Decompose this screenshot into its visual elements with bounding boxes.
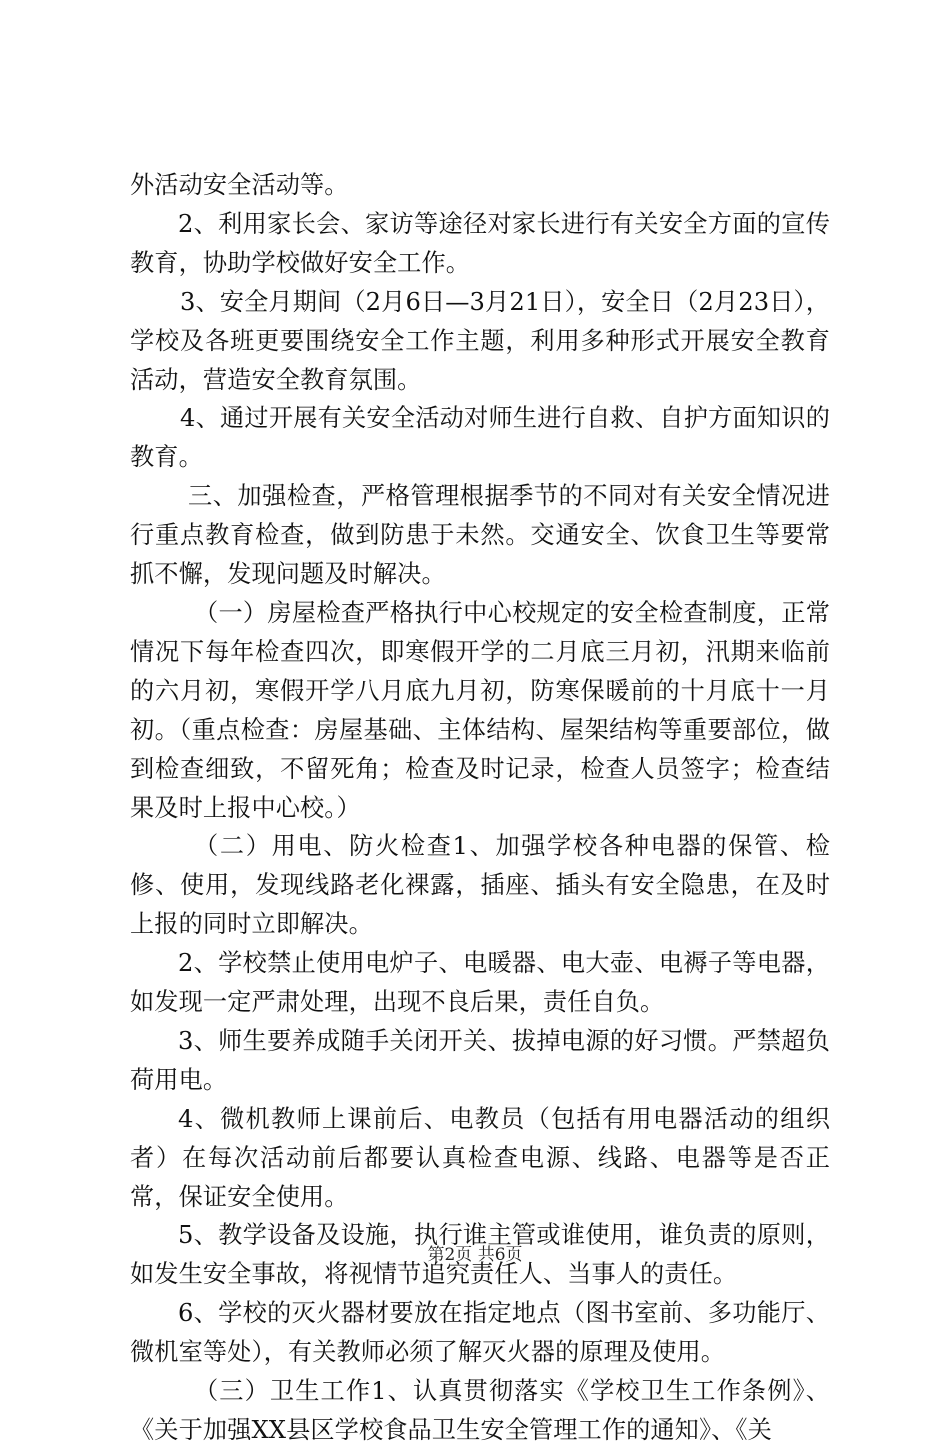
paragraph-safety-month: 3、安全月期间（2月6日—3月21日），安全日（2月23日），学校及各班更要围绕安全工作主题，利用多种形式开展安全教育活动，营造安全教育氛围。 xyxy=(130,287,830,394)
paragraph-appliance-ban: 2、学校禁止使用电炉子、电暖器、电大壶、电褥子等电器，如发现一定严肃处理，出现不良后果，责任自负。 xyxy=(130,949,830,1017)
paragraph-parent-meeting: 2、利用家长会、家访等途径对家长进行有关安全方面的宣传教育，协助学校做好安全工作。 xyxy=(130,209,830,277)
section-heading-inspection: 三、加强检查，严格管理根据季节的不同对有关安全情况进行重点教育检查，做到防患于未然。交通安全、饮食卫生等要常抓不懈，发现问题及时解决。 xyxy=(130,482,830,589)
paragraph-continuation: 外活动安全活动等。 xyxy=(130,171,349,199)
paragraph-hygiene-work: （三）卫生工作1、认真贯彻落实《学校卫生工作条例》、《关于加强XX县区学校食品卫生安全管理工作的通知》、《关 xyxy=(130,1377,830,1444)
page-footer xyxy=(0,1244,950,1266)
paragraph-power-habits: 3、师生要养成随手关闭开关、拔掉电源的好习惯。严禁超负荷用电。 xyxy=(130,1026,830,1094)
paragraph-fire-extinguishers: 6、学校的灭火器材要放在指定地点（图书室前、多功能厅、微机室等处），有关教师必须了解灭火器的原理及使用。 xyxy=(130,1299,830,1367)
paragraph-building-inspection: （一）房屋检查严格执行中心校规定的安全检查制度，正常情况下每年检查四次，即寒假开学的二月底三月初，汛期来临前的六月初，寒假开学八月底九月初，防寒保暖前的十月底十一月初。（重点检查：房屋基础、主体结构、屋架结构等重要部位，做到检查细致，不留死角；检查及时记录，检查人员签字；检查结果及时上报中心校。） xyxy=(130,598,830,822)
paragraph-self-rescue: 4、通过开展有关安全活动对师生进行自救、自护方面知识的教育。 xyxy=(130,404,830,472)
paragraph-equipment-responsibility: 5、教学设备及设施，执行谁主管或谁使用，谁负责的原则，如发生安全事故，将视情节追究责任人、当事人的责任。 xyxy=(130,1221,830,1289)
page-number-label: 第2页 共6页 xyxy=(427,1245,523,1265)
paragraph-electric-fire-inspection: （二）用电、防火检查1、加强学校各种电器的保管、检修、使用，发现线路老化裸露，插座、插头有安全隐患，在及时上报的同时立即解决。 xyxy=(130,832,830,939)
paragraph-computer-teachers: 4、微机教师上课前后、电教员（包括有用电器活动的组织者）在每次活动前后都要认真检查电源、线路、电器等是否正常，保证安全使用。 xyxy=(130,1104,830,1211)
